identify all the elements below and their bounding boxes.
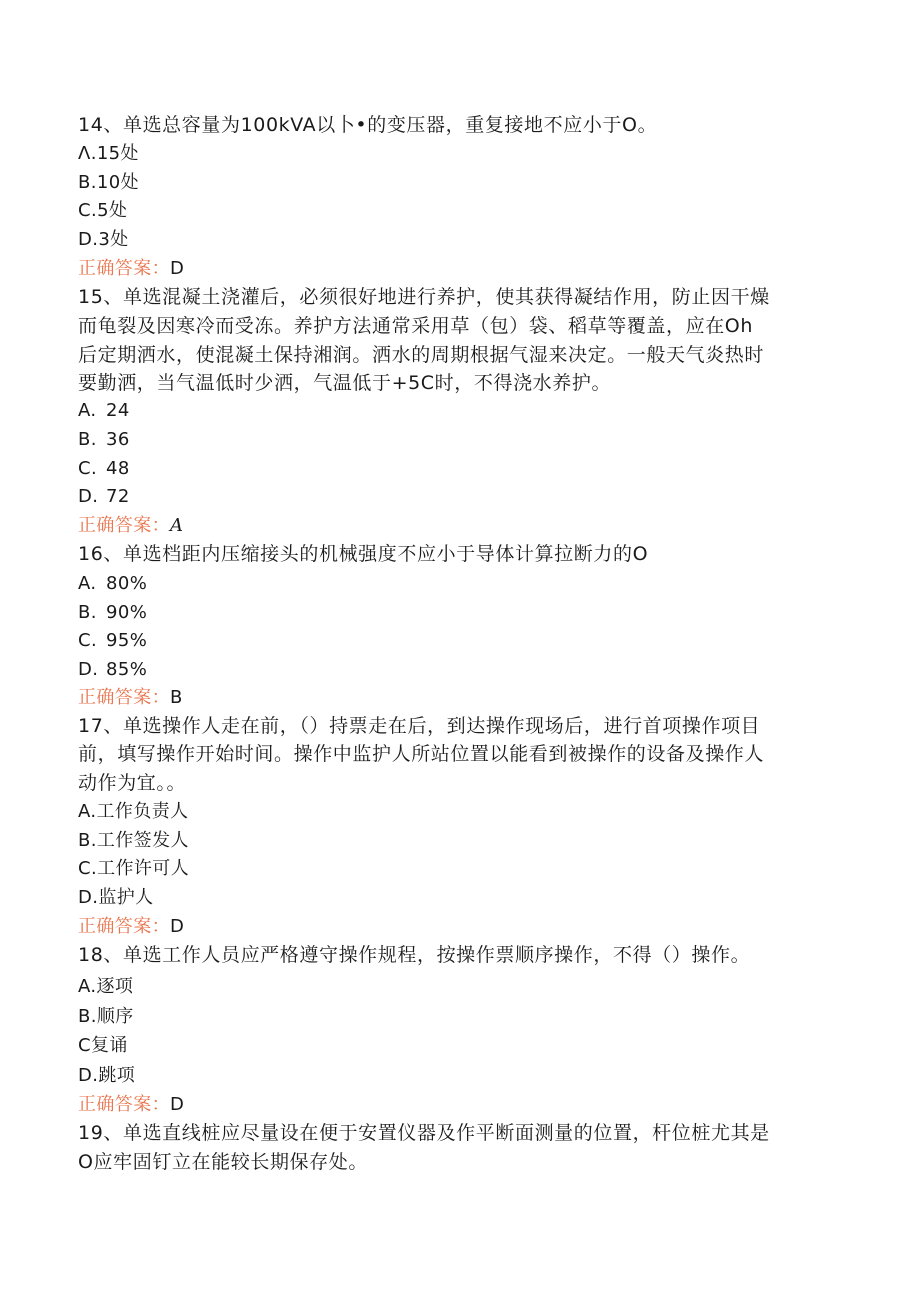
question-14-answer [78,258,184,280]
question-15-option-d [78,486,130,508]
question-16-option-a [78,573,147,595]
question-14-text: 14、单选总容量为100kVA以卜•的变压器，重复接地不应小于O。 [78,114,658,136]
option-letter: A. [78,573,97,594]
question-15-text-line-2: 而龟裂及因寒冷而受冻。养护方法通常采用草（包）袋、稻草等覆盖，应在Oh [78,315,753,337]
question-18-answer [78,1094,184,1116]
option-text: 72 [106,486,130,507]
question-18-option-c: C复诵 [78,1035,128,1056]
answer-value: A [170,515,184,536]
option-text: 36 [106,429,130,450]
answer-label: 正确答案： [78,916,170,937]
question-16-option-b [78,602,147,624]
option-letter: A. [78,400,97,421]
option-text: 48 [106,458,130,479]
question-15-answer [78,515,183,537]
question-17-text-line-2: 前，填写操作开始时间。操作中监护人所站位置以能看到被操作的设备及操作人 [78,743,765,765]
question-15-text-line-1: 15、单选混凝土浇灌后，必须很好地进行养护，使其获得凝结作用，防止因干燥 [78,286,770,308]
option-text: 85% [106,659,148,680]
question-18-option-a: A.逐项 [78,976,134,997]
question-19-text-line-1: 19、单选直线桩应尽量设在便于安置仪器及作平断面测量的位置，杆位桩尤其是 [78,1122,770,1144]
answer-value: D [170,1094,185,1115]
question-18-option-b: B.顺序 [78,1006,134,1027]
option-letter: C. [78,630,98,651]
question-18-text: 18、单选工作人员应严格遵守操作规程，按操作票顺序操作，不得（）操作。 [78,944,751,966]
answer-value: D [170,258,185,279]
question-17-option-a: A.工作负责人 [78,801,189,822]
answer-label: 正确答案： [78,1094,170,1115]
question-14-option-a: Λ.15处 [78,143,139,164]
answer-value: B [170,687,183,708]
option-letter: C. [78,458,98,479]
question-16-answer [78,687,183,709]
option-text: 80% [106,573,148,594]
question-17-text-line-3: 动作为宜。。 [78,772,187,794]
option-letter: D. [78,486,99,507]
question-14-option-d: D.3处 [78,229,129,250]
question-16-option-d [78,659,147,681]
question-17-text-line-1: 17、单选操作人走在前，（）持票走在后，到达操作现场后，进行首项操作项目 [78,715,761,737]
question-16-option-c [78,630,147,652]
option-letter: B. [78,602,97,623]
question-17-answer [78,916,184,938]
option-letter: B. [78,429,97,450]
question-17-option-d: D.监护人 [78,887,154,908]
question-18-option-d: D.跳项 [78,1065,136,1086]
answer-label: 正确答案： [78,515,170,536]
question-17-option-b: B.工作签发人 [78,830,189,851]
answer-value: D [170,916,185,937]
question-14-option-c: C.5处 [78,200,128,221]
option-text: 95% [106,630,148,651]
question-15-option-b [78,429,130,451]
question-15-text-line-4: 要勤洒，当气温低时少洒，气温低于+5C时，不得浇水养护。 [78,372,612,394]
question-19-text-line-2: O应牢固钉立在能较长期保存处。 [78,1151,368,1173]
question-15-text-line-3: 后定期洒水，使混凝土保持湘润。洒水的周期根据气湿来决定。一般天气炎热时 [78,344,765,366]
option-text: 24 [106,400,130,421]
option-text: 90% [106,602,148,623]
option-letter: D. [78,659,99,680]
answer-label: 正确答案： [78,258,170,279]
question-15-option-c [78,458,130,480]
question-16-text: 16、单选档距内压缩接头的机械强度不应小于导体计算拉断力的O [78,543,649,565]
question-15-option-a [78,400,130,422]
answer-label: 正确答案： [78,687,170,708]
question-14-option-b: B.10处 [78,172,139,193]
question-17-option-c: C.工作许可人 [78,858,190,879]
